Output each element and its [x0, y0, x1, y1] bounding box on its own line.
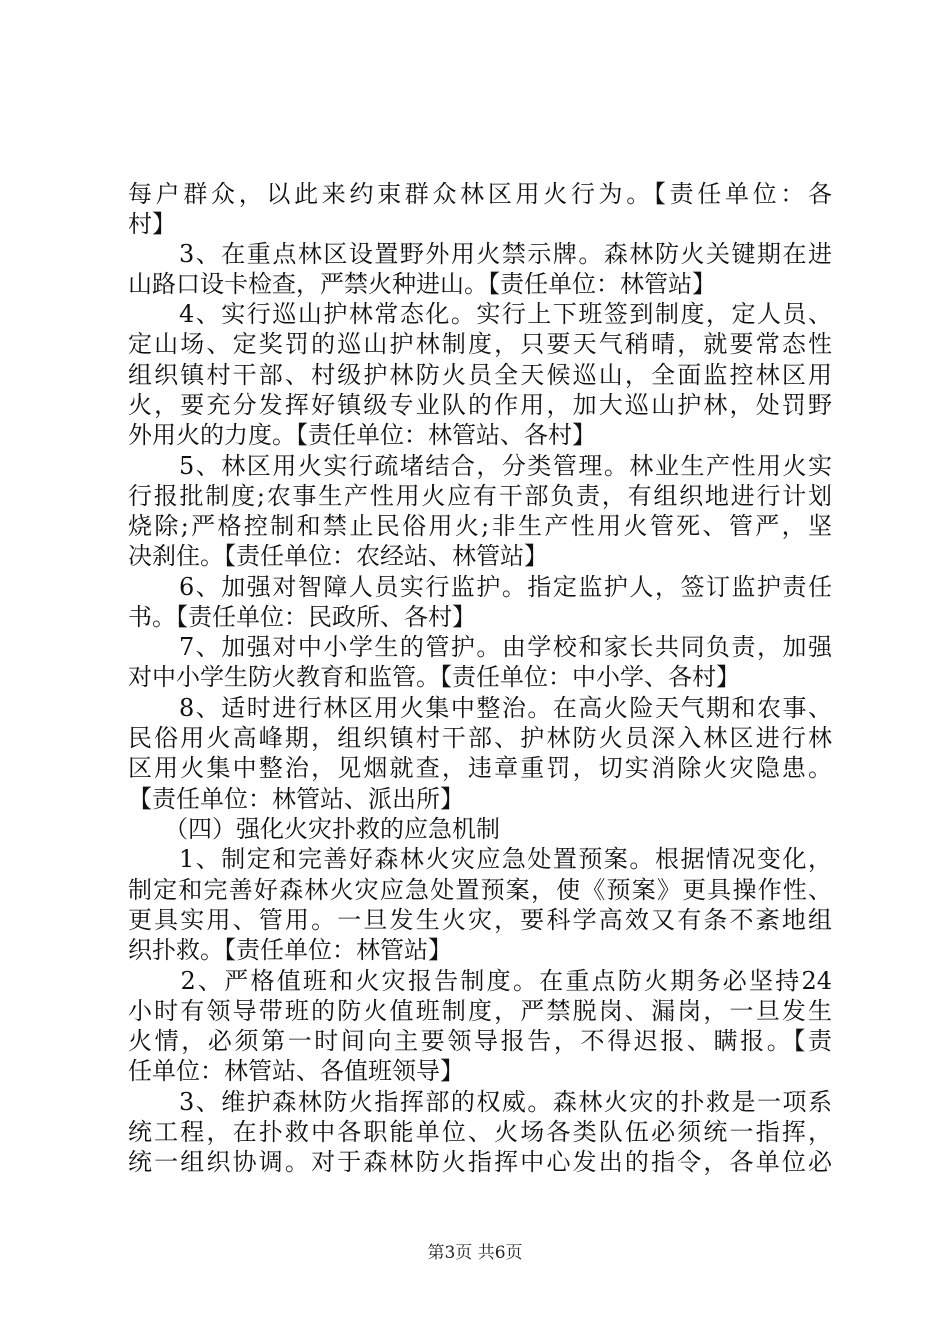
text-line: 7、加强对中小学生的管护。由学校和家长共同负责，加强: [128, 633, 832, 661]
text-line: 统工程，在扑救中各职能单位、火场各类队伍必须统一指挥，: [128, 1118, 832, 1146]
text-line: 任单位：林管站、各值班领导】: [128, 1057, 464, 1085]
section-heading: （四）强化火灾扑救的应急机制: [128, 815, 500, 843]
text-line: 更具实用、管用。一旦发生火灾，要科学高效又有条不紊地组: [128, 906, 832, 934]
text-line: 民俗用火高峰期，组织镇村干部、护林防火员深入林区进行林: [128, 724, 832, 752]
text-line: 行报批制度;农事生产性用火应有干部负责，有组织地进行计划: [128, 482, 832, 510]
text-line: 外用火的力度。【责任单位：林管站、各村】: [128, 421, 596, 449]
text-line: 对中小学生防火教育和监管。【责任单位：中小学、各村】: [128, 663, 740, 691]
text-line: 统一组织协调。对于森林防火指挥中心发出的指令，各单位必: [128, 1148, 832, 1176]
text-line: 火情，必须第一时间向主要领导报告，不得迟报、瞒报。【责: [128, 1027, 832, 1055]
text-line: 2、严格值班和火灾报告制度。在重点防火期务必坚持24: [128, 967, 832, 995]
text-line: 6、加强对智障人员实行监护。指定监护人，签订监护责任: [128, 573, 832, 601]
text-line: 1、制定和完善好森林火灾应急处置预案。根据情况变化，: [128, 845, 832, 873]
text-line: 5、林区用火实行疏堵结合，分类管理。林业生产性用火实: [128, 452, 832, 480]
text-line: 组织镇村干部、村级护林防火员全天候巡山，全面监控林区用: [128, 361, 832, 389]
page-number: 第3页 共6页: [427, 1243, 523, 1263]
text-line: 3、在重点林区设置野外用火禁示牌。森林防火关键期在进: [128, 240, 832, 268]
text-line: 火，要充分发挥好镇级专业队的作用，加大巡山护林，处罚野: [128, 391, 832, 419]
text-line: 山路口设卡检查，严禁火种进山。【责任单位：林管站】: [128, 270, 716, 298]
text-line: 书。【责任单位：民政所、各村】: [128, 603, 476, 631]
text-line: 3、维护森林防火指挥部的权威。森林火灾的扑救是一项系: [128, 1088, 832, 1116]
text-line: 每户群众，以此来约束群众林区用火行为。【责任单位：各: [128, 180, 832, 208]
text-line: 烧除;严格控制和禁止民俗用火;非生产性用火管死、管严，坚: [128, 512, 832, 540]
text-line: 小时有领导带班的防火值班制度，严禁脱岗、漏岗，一旦发生: [128, 997, 832, 1025]
text-line: 区用火集中整治，见烟就查，违章重罚，切实消除火灾隐患。: [128, 754, 832, 782]
text-line: 8、适时进行林区用火集中整治。在高火险天气期和农事、: [128, 694, 832, 722]
text-line: 定山场、定奖罚的巡山护林制度，只要天气稍晴，就要常态性: [128, 330, 832, 358]
text-line: 制定和完善好森林火灾应急处置预案，使《预案》更具操作性、: [128, 876, 832, 904]
text-line: 织扑救。【责任单位：林管站】: [128, 936, 452, 964]
text-line: 决刹住。【责任单位：农经站、林管站】: [128, 542, 548, 570]
text-line: 村】: [128, 210, 176, 238]
text-line: 【责任单位：林管站、派出所】: [128, 785, 464, 813]
text-line: 4、实行巡山护林常态化。实行上下班签到制度，定人员、: [128, 300, 832, 328]
